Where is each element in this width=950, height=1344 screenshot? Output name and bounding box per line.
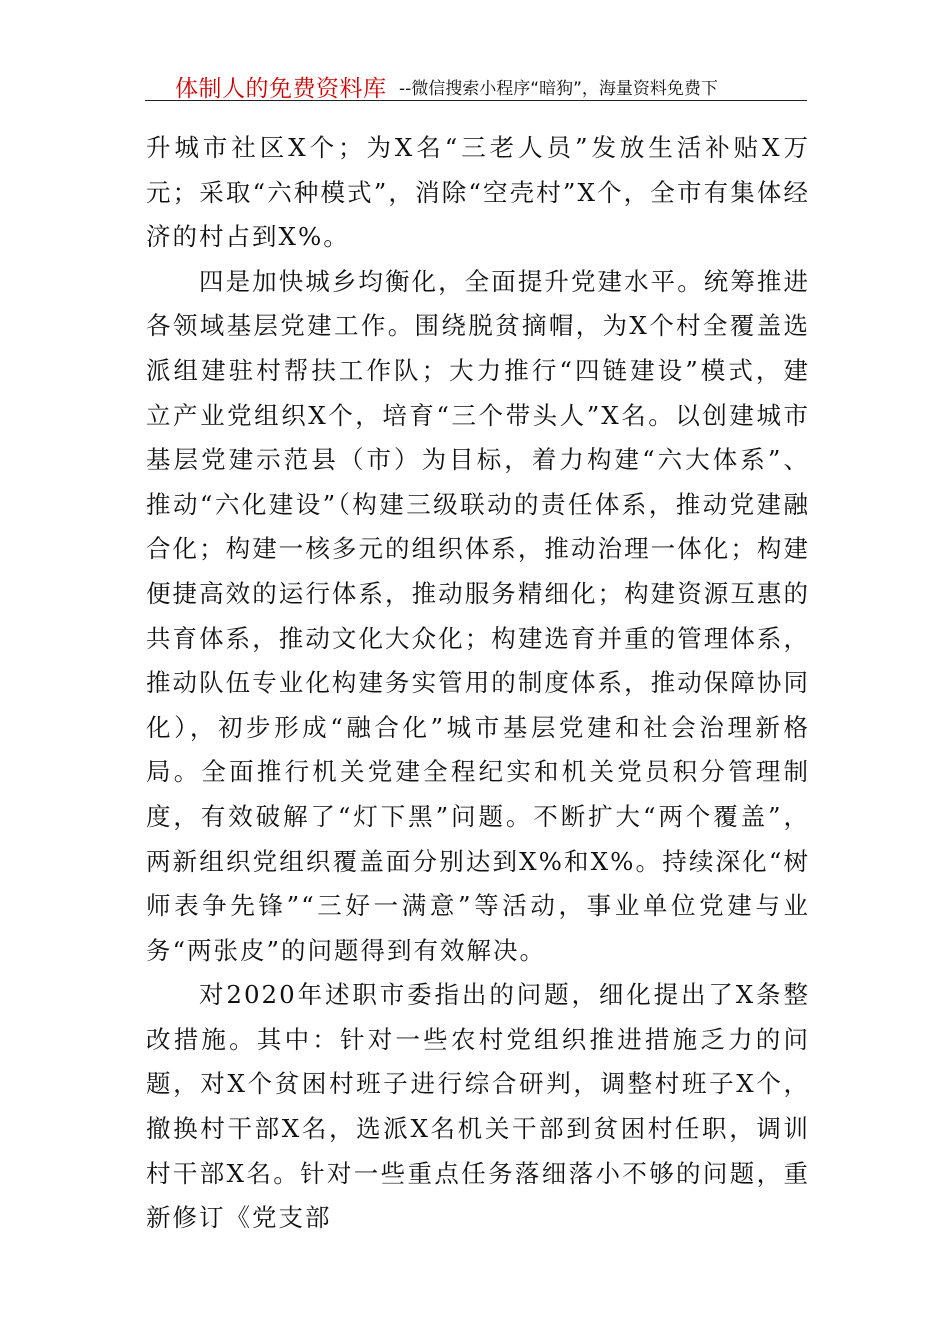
paragraph-2: 四是加快城乡均衡化，全面提升党建水平。统筹推进各领域基层党建工作。围绕脱贫摘帽，为X个村全覆盖选派组建驻村帮扶工作队；大力推行“四链建设”模式，建立产业党组织X个，培育“三个带头人”X名。以创建城市基层党建示范县（市）为目标，着力构建“六大体系”、推动“六化建设”（构建三级联动的责任体系，推动党建融合化；构建一核多元的组织体系，推动治理一体化；构建便捷高效的运行体系，推动服务精细化；构建资源互惠的共育体系，推动文化大众化；构建选育并重的管理体系，推动队伍专业化构建务实管用的制度体系，推动保障协同化），初步形成“融合化”城市基层党建和社会治理新格局。全面推行机关党建全程纪实和机关党员积分管理制度，有效破解了“灯下黑”问题。不断扩大“两个覆盖”，两新组织党组织覆盖面分别达到X%和X%。持续深化“树师表争先锋”“三好一满意”等活动，事业单位党建与业务“两张皮”的问题得到有效解决。 <box>146 266 810 965</box>
page-header <box>145 62 807 101</box>
header-brand: 体制人的免费资料库 <box>175 76 387 102</box>
paragraph-1: 升城市社区X个；为X名“三老人员”发放生活补贴X万元；采取“六种模式”，消除“空壳村”X个，全市有集体经济的村占到X%。 <box>146 133 810 252</box>
header-subtitle: --微信搜索小程序“暗狗”，海量资料免费下 <box>399 79 718 99</box>
document-body <box>146 126 810 1241</box>
paragraph-3: 对2020年述职市委指出的问题，细化提出了X条整改措施。其中：针对一些农村党组织推进措施乏力的问题，对X个贫困村班子进行综合研判，调整村班子X个，撤换村干部X名，选派X名机关干部到贫困村任职，调训村干部X名。针对一些重点任务落细落小不够的问题，重新修订《党支部 <box>146 980 810 1233</box>
